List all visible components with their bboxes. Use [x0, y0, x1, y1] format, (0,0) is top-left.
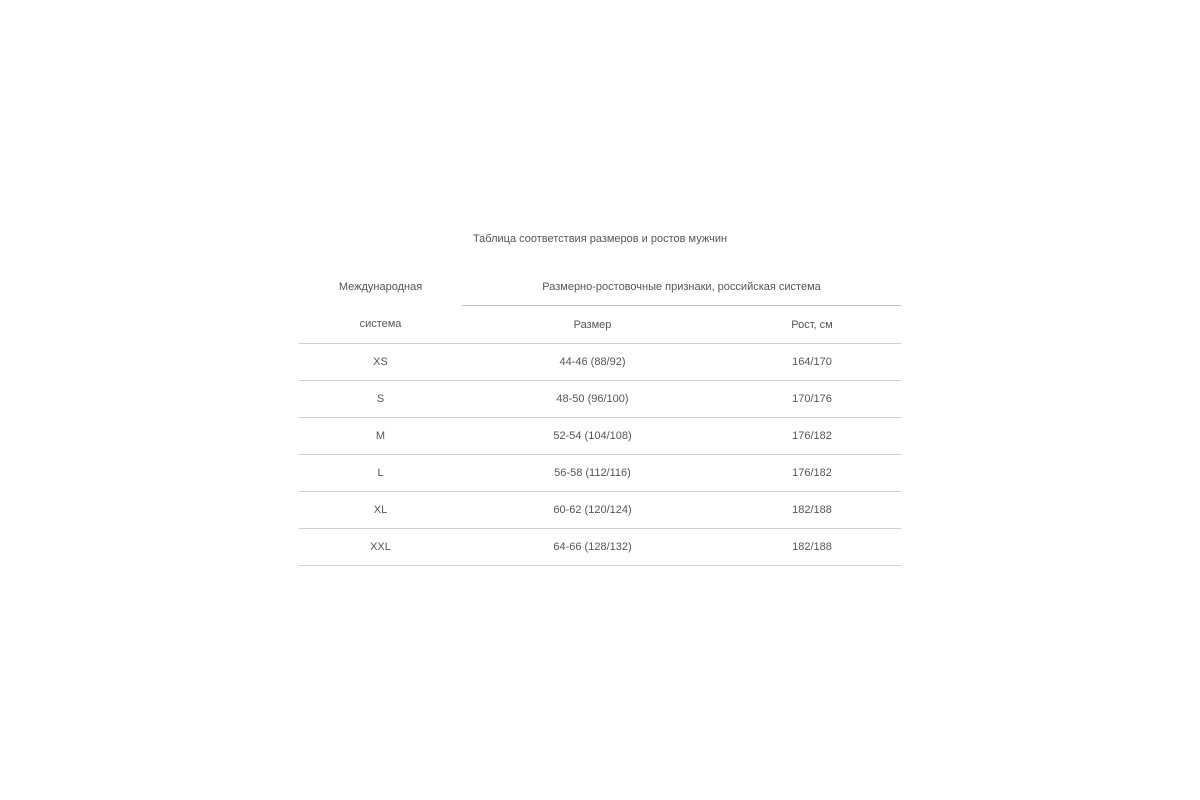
cell-size: 56-58 (112/116): [462, 455, 723, 492]
cell-size: 44-46 (88/92): [462, 344, 723, 381]
cell-size: 48-50 (96/100): [462, 381, 723, 418]
cell-international: XS: [299, 344, 462, 381]
table-row: [299, 529, 901, 566]
header-row-bottom: [299, 306, 901, 344]
table-row: [299, 344, 901, 381]
cell-height: 176/182: [723, 455, 901, 492]
cell-height: 170/176: [723, 381, 901, 418]
header-russian-system: Размерно-ростовочные признаки, российская система: [462, 268, 901, 306]
table-body: [299, 344, 901, 566]
cell-international: XL: [299, 492, 462, 529]
table-row: [299, 455, 901, 492]
table-row: [299, 418, 901, 455]
cell-height: 182/188: [723, 492, 901, 529]
table-row: [299, 381, 901, 418]
size-table: [299, 268, 901, 566]
cell-height: 164/170: [723, 344, 901, 381]
header-international-line2: система: [299, 306, 462, 344]
header-size: Размер: [462, 306, 723, 344]
header-international-line1: Международная: [338, 280, 423, 293]
header-height: Рост, см: [723, 306, 901, 344]
cell-size: 64-66 (128/132): [462, 529, 723, 566]
cell-height: 182/188: [723, 529, 901, 566]
cell-international: XXL: [299, 529, 462, 566]
cell-international: S: [299, 381, 462, 418]
cell-international: L: [299, 455, 462, 492]
cell-size: 60-62 (120/124): [462, 492, 723, 529]
table-caption: Таблица соответствия размеров и ростов мужчин: [472, 233, 728, 245]
cell-international: M: [299, 418, 462, 455]
table-row: [299, 492, 901, 529]
table-header: [299, 268, 901, 344]
header-row-top: [299, 268, 901, 306]
cell-size: 52-54 (104/108): [462, 418, 723, 455]
cell-height: 176/182: [723, 418, 901, 455]
